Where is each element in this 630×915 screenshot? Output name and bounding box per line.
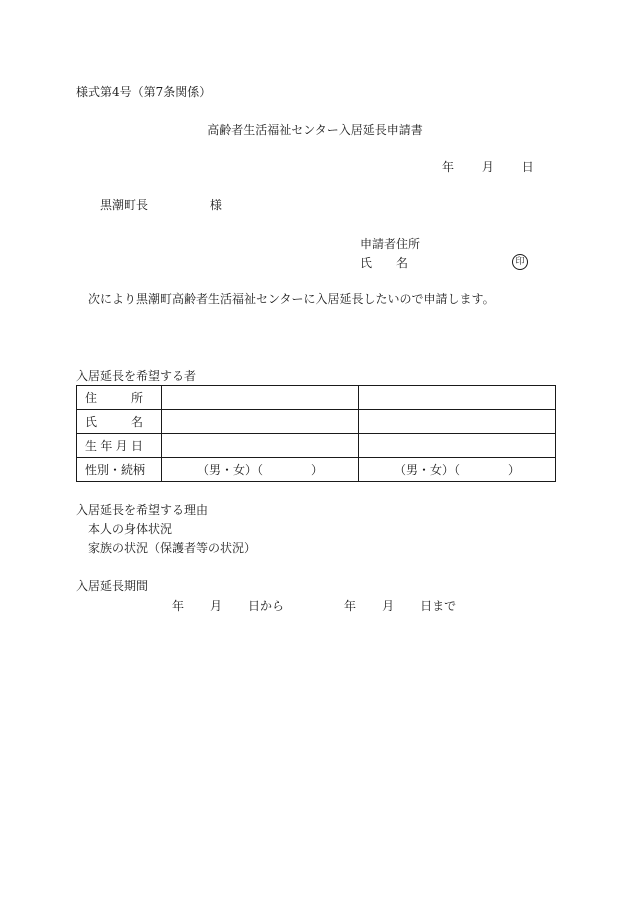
applicant-address-label: 申請者住所 <box>360 237 421 251</box>
section-period-heading: 入居延長期間 <box>76 579 149 593</box>
period-from-day: 日から <box>248 599 285 613</box>
period-to-year: 年 <box>344 599 357 613</box>
birthdate-cell-1[interactable] <box>162 434 359 458</box>
label-address: 住 所 <box>85 391 143 405</box>
table-row <box>77 386 556 410</box>
label-name: 氏 名 <box>85 415 143 429</box>
table-row <box>77 458 556 482</box>
period-to-month: 月 <box>382 599 395 613</box>
row-label-gender-relation <box>77 458 162 482</box>
name-cell-1[interactable] <box>162 410 359 434</box>
period-from-year: 年 <box>172 599 185 613</box>
document-title: 高齢者生活福祉センター入居延長申請書 <box>207 123 423 137</box>
applicants-table <box>76 385 556 482</box>
period-from-month: 月 <box>210 599 223 613</box>
row-label-address <box>77 386 162 410</box>
period-to-day: 日まで <box>420 599 457 613</box>
table-row <box>77 410 556 434</box>
gender-relation-cell-1[interactable]: （男・女）（ ） <box>162 458 359 482</box>
addressee-honorific: 様 <box>209 198 222 212</box>
section-applicants-heading: 入居延長を希望する者 <box>76 369 197 383</box>
name-cell-2[interactable] <box>359 410 556 434</box>
form-number: 様式第4号（第7条関係） <box>76 85 212 99</box>
reason-item-physical: 本人の身体状況 <box>88 522 173 536</box>
birthdate-cell-2[interactable] <box>359 434 556 458</box>
applicant-name-label: 氏 名 <box>360 256 409 270</box>
section-reason-heading: 入居延長を希望する理由 <box>76 503 209 517</box>
address-cell-1[interactable] <box>162 386 359 410</box>
application-statement: 次により黒潮町高齢者生活福祉センターに入居延長したいので申請します。 <box>88 292 495 306</box>
label-birthdate: 生 年 月 日 <box>85 439 143 453</box>
addressee <box>100 198 222 212</box>
row-label-birthdate <box>77 434 162 458</box>
date-day: 日 <box>521 160 534 174</box>
label-gender-relation: 性別・続柄 <box>85 463 146 477</box>
table-row <box>77 434 556 458</box>
reason-item-family: 家族の状況（保護者等の状況） <box>88 541 257 555</box>
date-year: 年 <box>442 160 455 174</box>
applicant-name-row <box>360 256 418 270</box>
seal-mark: 印 <box>512 254 528 270</box>
extension-period-line <box>172 599 456 613</box>
date-line <box>442 160 534 174</box>
date-month: 月 <box>481 160 494 174</box>
address-cell-2[interactable] <box>359 386 556 410</box>
row-label-name <box>77 410 162 434</box>
gender-relation-cell-2[interactable]: （男・女）（ ） <box>359 458 556 482</box>
addressee-name: 黒潮町長 <box>100 198 149 212</box>
